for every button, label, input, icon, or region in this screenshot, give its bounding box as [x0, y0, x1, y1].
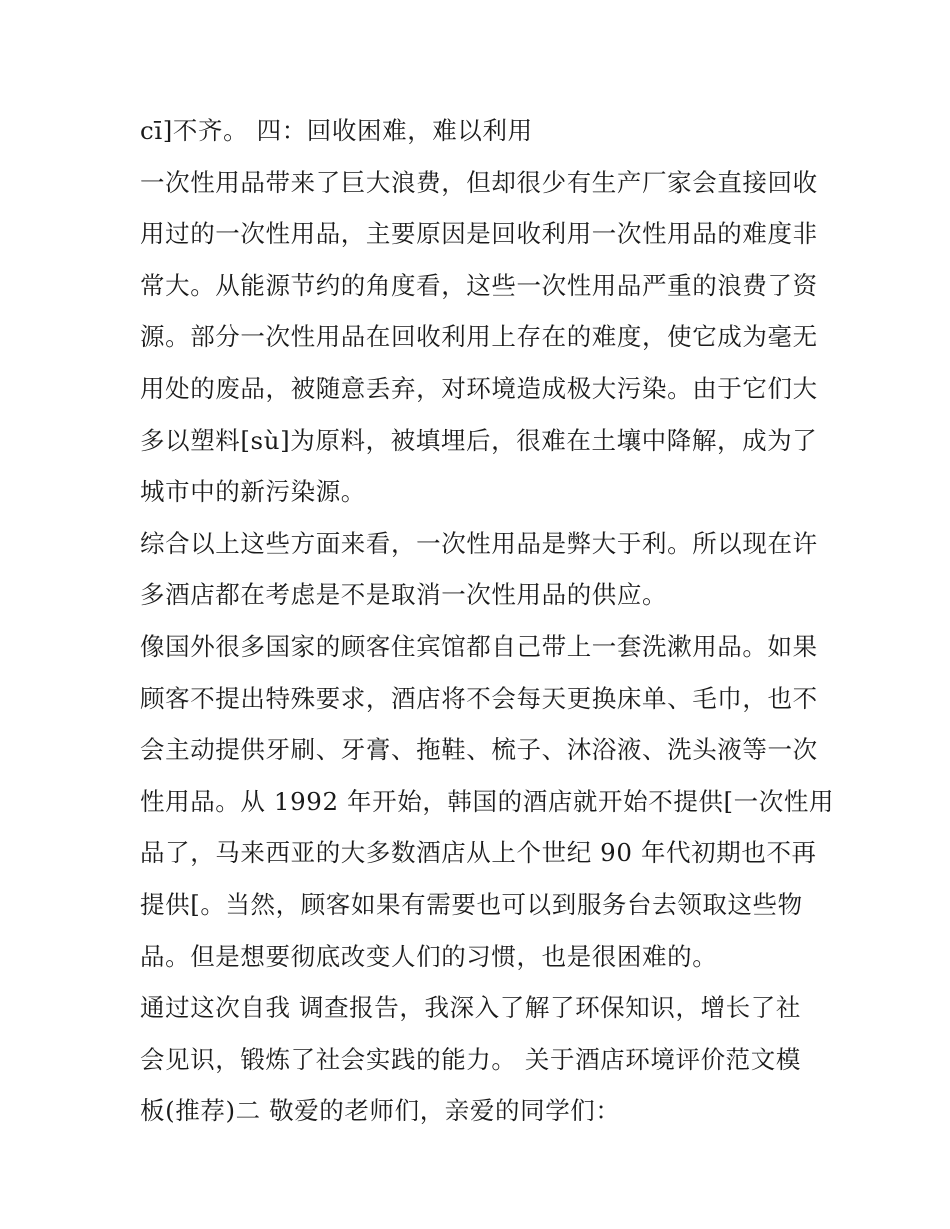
text-line: 性用品。从 1992 年开始，韩国的酒店就开始不提供[一次性用	[140, 786, 835, 816]
text-line: 会见识，锻炼了社会实践的能力。 关于酒店环境评价范文模	[140, 1044, 801, 1074]
text-line: 顾客不提出特殊要求，酒店将不会每天更换床单、毛巾，也不	[140, 683, 818, 713]
text-line: 源。部分一次性用品在回收利用上存在的难度，使它成为毫无	[140, 322, 818, 352]
text-line: 用处的废品，被随意丢弃，对环境造成极大污染。由于它们大	[140, 373, 818, 403]
document-body	[140, 105, 835, 1137]
text-line: 品。但是想要彻底改变人们的习惯，也是很困难的。	[140, 941, 718, 971]
text-line: 像国外很多国家的顾客住宾馆都自己带上一套洗漱用品。如果	[140, 631, 818, 661]
text-line: 板(推荐)二 敬爱的老师们，亲爱的同学们：	[140, 1096, 621, 1126]
text-line: 多以塑料[sù]为原料，被填埋后，很难在土壤中降解，成为了	[140, 425, 818, 455]
text-line: 城市中的新污染源。	[140, 477, 366, 507]
text-line: 用过的一次性用品，主要原因是回收利用一次性用品的难度非	[140, 219, 818, 249]
text-line: 会主动提供牙刷、牙膏、拖鞋、梳子、沐浴液、洗头液等一次	[140, 735, 818, 765]
text-line: 一次性用品带来了巨大浪费，但却很少有生产厂家会直接回收	[140, 167, 818, 197]
text-line: 多酒店都在考虑是不是取消一次性用品的供应。	[140, 580, 668, 610]
text-line: 提供[。当然，顾客如果有需要也可以到服务台去领取这些物	[140, 889, 803, 919]
text-line: 常大。从能源节约的角度看，这些一次性用品严重的浪费了资	[140, 270, 818, 300]
text-line: 通过这次自我 调查报告，我深入了解了环保知识，增长了社	[140, 993, 801, 1023]
text-line: 品了，马来西亚的大多数酒店从上个世纪 90 年代初期也不再	[140, 838, 817, 868]
text-line: 综合以上这些方面来看，一次性用品是弊大于利。所以现在许	[140, 528, 818, 558]
text-line: cī]不齐。 四：回收困难，难以利用	[140, 116, 533, 145]
